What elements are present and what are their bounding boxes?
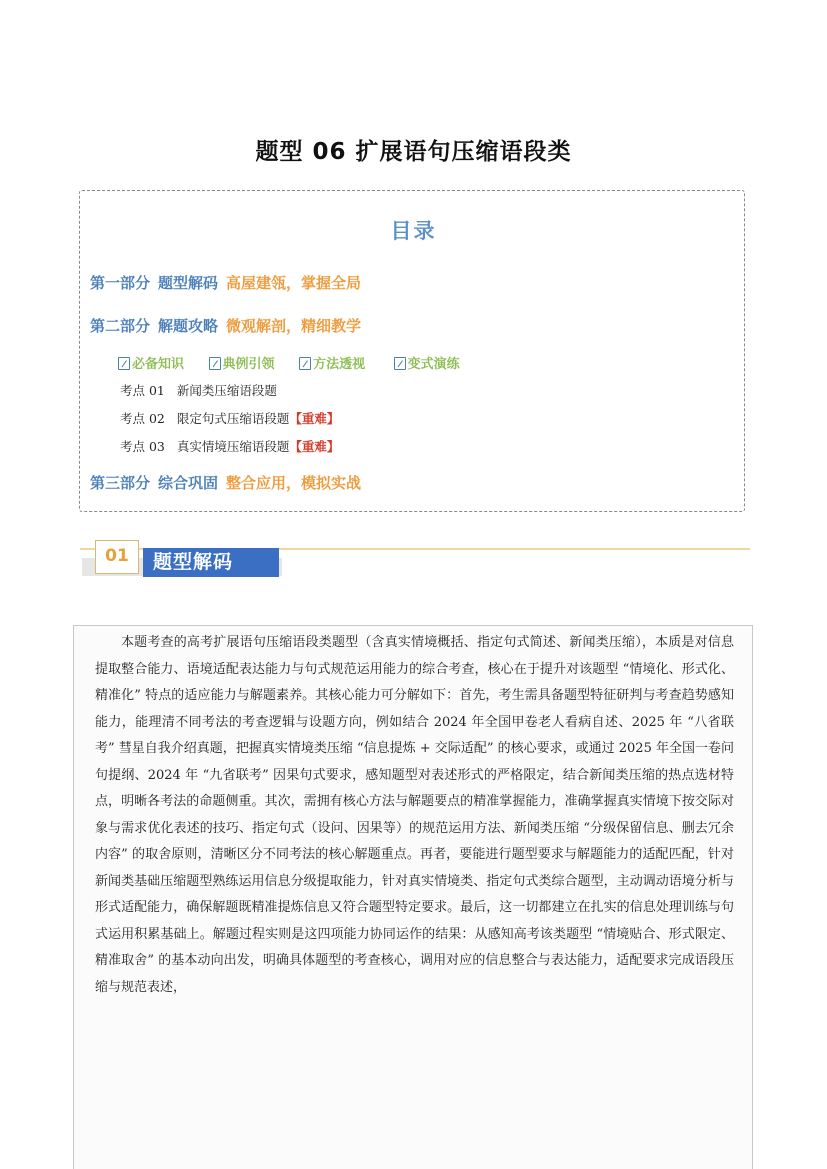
toc-tag-label: 变式演练 — [407, 357, 460, 372]
toc-part-sub: 微观解剖，精细教学 — [226, 317, 362, 335]
toc-part-name: 第二部分 — [90, 317, 151, 335]
section-number: 01 — [95, 540, 139, 574]
toc-part-label: 解题攻略 — [158, 317, 219, 335]
toc-point-text: 新闻类压缩语段题 — [176, 383, 277, 398]
toc-point-3[interactable] — [120, 437, 339, 455]
toc-part-sub: 高屋建瓴，掌握全局 — [226, 274, 362, 292]
page-title: 题型 06 扩展语句压缩语段类 — [255, 139, 572, 165]
toc-point-tag: 【重难】 — [289, 439, 340, 454]
toc-point-number: 考点 02 — [120, 411, 165, 426]
toc-tag[interactable] — [394, 353, 460, 372]
toc-tag-label: 必备知识 — [132, 357, 185, 372]
toc-tag-label: 方法透视 — [313, 357, 366, 372]
toc-part-1[interactable] — [90, 272, 361, 293]
section-title: 题型解码 — [143, 548, 279, 577]
toc-tag-label: 典例引领 — [222, 357, 275, 372]
toc-tag[interactable] — [209, 353, 275, 372]
intro-box — [73, 625, 753, 1169]
toc-part-sub: 整合应用，模拟实战 — [226, 474, 362, 492]
toc-part-label: 题型解码 — [158, 274, 219, 292]
toc-point-number: 考点 03 — [120, 439, 165, 454]
toc-part-name: 第一部分 — [90, 274, 151, 292]
toc-point-1[interactable] — [120, 381, 277, 399]
section-header — [80, 536, 750, 580]
toc-heading: 目录 — [390, 219, 437, 243]
toc-point-2[interactable] — [120, 409, 339, 427]
toc-part-2[interactable] — [90, 315, 361, 336]
edit-note-icon — [118, 357, 130, 370]
toc-tag[interactable] — [299, 353, 365, 372]
edit-note-icon — [394, 357, 406, 370]
toc-point-tag: 【重难】 — [289, 411, 340, 426]
toc-point-text: 真实情境压缩语段题 — [176, 439, 290, 454]
toc-tag-row — [118, 353, 480, 372]
toc-tag[interactable] — [118, 353, 184, 372]
toc-part-label: 综合巩固 — [158, 474, 219, 492]
intro-paragraph: 本题考查的高考扩展语句压缩语段类题型（含真实情境概括、指定句式简述、新闻类压缩），本质是对信息提取整合能力、语境适配表达能力与句式规范运用能力的综合考查，核心在于提升对该题型 “情境化、形式化、精准化” 特点的适应能力与解题素养。其核心能力可分解如下：首先，考生需具备题型特征研判与考查趋势感知能力，能理清不同考法的考查逻辑与设题方向，例如结合 2024 年全国甲卷老人看病自述、2025 年 “八省联考” 彗星自我介绍真题，把握真实情境类压缩 “信息提炼 + 交际适配” 的核心要求，或通过 2025 年全国一卷问句提纲、2024 年 “九省联考” 因果句式要求，感知题型对表述形式的严格限定，结合新闻类压缩的热点选材特点，明晰各考法的命题侧重。其次，需拥有核心方法与解题要点的精准掌握能力，准确掌握真实情境下按交际对象与需求优化表述的技巧、指定句式（设问、因果等）的规范运用方法、新闻类压缩 “分级保留信息、删去冗余内容” 的取舍原则，清晰区分不同考法的核心解题重点。再者，要能进行题型要求与解题能力的适配匹配，针对新闻类基础压缩题型熟练运用信息分级提取能力，针对真实情境类、指定句式类综合题型，主动调动语境分析与形式适配能力，确保解题既精准提炼信息又符合题型特定要求。最后，这一切都建立在扎实的信息处理训练与句式运用积累基础上。解题过程实则是这四项能力协同运作的结果：从感知高考该类题型 “情境贴合、形式限定、精准取舍” 的基本动向出发，明确具体题型的考查核心，调用对应的信息整合与表达能力，适配要求完成语段压缩与规范表述， — [95, 635, 734, 995]
edit-note-icon — [299, 357, 311, 370]
edit-note-icon — [209, 357, 221, 370]
toc-point-number: 考点 01 — [120, 383, 165, 398]
toc-part-3[interactable] — [90, 472, 361, 493]
toc-point-text: 限定句式压缩语段题 — [176, 411, 290, 426]
toc-part-name: 第三部分 — [90, 474, 151, 492]
